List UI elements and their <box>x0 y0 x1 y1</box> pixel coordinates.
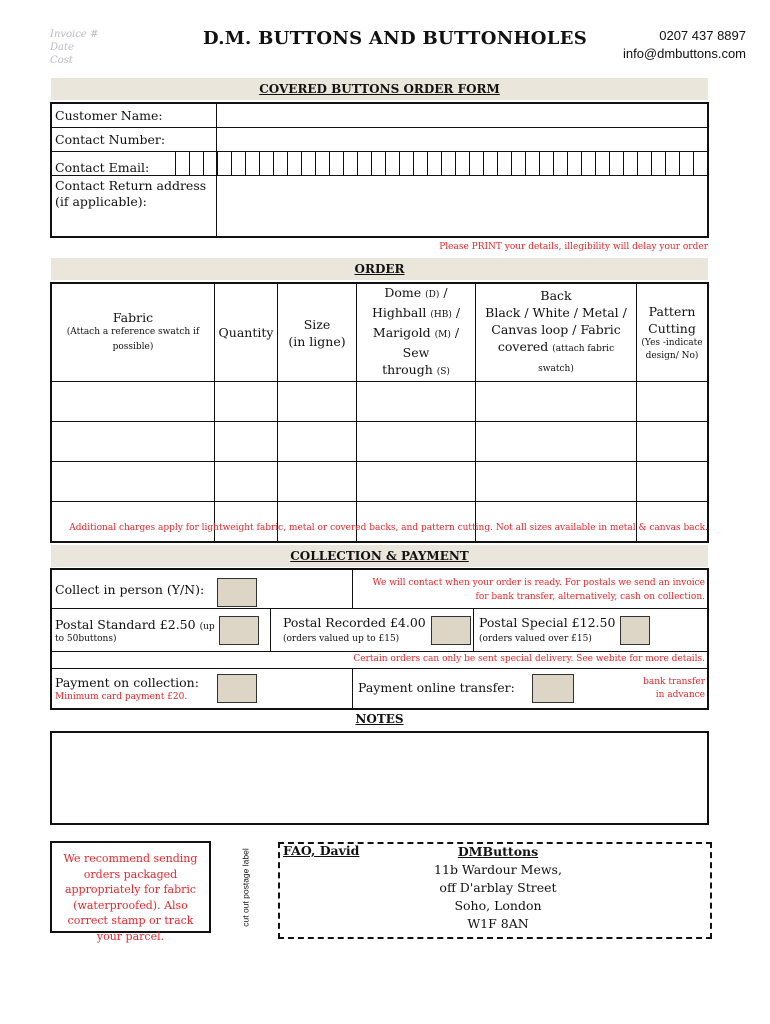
postal-standard-note-a: (up <box>199 622 215 632</box>
postal-special-checkbox[interactable] <box>620 616 650 645</box>
date-label: Date <box>50 42 74 53</box>
contact-email-field[interactable] <box>217 151 709 175</box>
postal-special-label: Postal Special £12.50 <box>479 615 616 630</box>
postal-standard-note: to 50buttons) <box>55 634 117 644</box>
order-cell[interactable] <box>51 382 215 422</box>
order-row <box>51 462 708 502</box>
payment-row <box>52 669 707 708</box>
contact-info <box>623 27 746 63</box>
through-label: through <box>382 362 433 377</box>
collection-panel <box>50 568 709 710</box>
contact-email-label: Contact Email: <box>51 151 217 175</box>
col-back-header <box>476 283 637 382</box>
min-card-note: Minimum card payment £20. <box>55 692 188 702</box>
customer-name-label: Customer Name: <box>51 103 217 127</box>
print-note: Please PRINT your details, illegibility will delay your order <box>439 242 708 252</box>
col-dome-header: Dome (D) / Highball (HB) / Marigold (M) / Sew through (S) <box>357 283 476 382</box>
customer-name-field[interactable] <box>217 103 709 127</box>
col-back-options-2: Canvas loop / Fabric <box>491 322 621 337</box>
payment-online-checkbox[interactable] <box>532 674 574 703</box>
postal-special-cell <box>474 609 707 651</box>
order-cell[interactable] <box>278 382 357 422</box>
order-cell[interactable] <box>476 422 637 462</box>
order-cell[interactable] <box>278 422 357 462</box>
notes-field[interactable] <box>50 731 709 825</box>
phone-number: 0207 437 8897 <box>659 28 746 43</box>
col-pattern-title-2: Cutting <box>648 320 696 336</box>
order-cell[interactable] <box>476 382 637 422</box>
col-size-header <box>278 283 357 382</box>
order-cell[interactable] <box>357 422 476 462</box>
cut-out-text: cut out postage label <box>240 848 251 927</box>
col-back-options-3: covered <box>497 339 549 354</box>
order-row <box>51 422 708 462</box>
form-title: COVERED BUTTONS ORDER FORM <box>51 78 708 100</box>
dome-label: Dome <box>384 285 422 300</box>
cost-label: Cost <box>50 55 73 66</box>
contact-number-field[interactable] <box>217 127 709 151</box>
postage-address <box>398 843 598 933</box>
order-cell[interactable] <box>476 462 637 502</box>
postal-recorded-note: (orders valued up to £15) <box>283 634 400 644</box>
fao-label: FAO, David <box>283 843 360 858</box>
col-fabric-note: (Attach a reference swatch if possible) <box>66 327 200 352</box>
notes-title: NOTES <box>355 712 404 726</box>
page-title: D.M. BUTTONS AND BUTTONHOLES <box>202 28 588 49</box>
recommend-note: We recommend sending orders packaged appropriately for fabric (waterproofed). Also correct stamp or track your parcel. <box>50 841 211 933</box>
order-cell[interactable] <box>51 462 215 502</box>
postal-special-note: (orders valued over £15) <box>479 634 592 644</box>
address-company: DMButtons <box>457 844 539 859</box>
special-delivery-row <box>52 652 707 669</box>
payment-collection-label: Payment on collection: <box>55 675 199 690</box>
col-back-title: Back <box>540 288 572 303</box>
order-cell[interactable] <box>637 382 709 422</box>
payment-online-label: Payment online transfer: <box>358 680 515 695</box>
bank-note-line1: bank transfer <box>643 677 705 687</box>
return-address-field[interactable] <box>217 175 709 237</box>
address-line4: W1F 8AN <box>467 916 529 931</box>
collect-cell <box>52 570 353 608</box>
dome-code: (D) <box>425 290 440 300</box>
charges-note: Additional charges apply for lightweight fabric, metal or covered backs, and pattern cutting. Not all sizes available in metal & canvas back. <box>69 523 708 533</box>
col-fabric-title: Fabric <box>112 310 154 325</box>
postal-standard-checkbox[interactable] <box>219 616 259 645</box>
sew-label: / Sew <box>402 325 460 360</box>
order-cell[interactable] <box>357 462 476 502</box>
return-address-label-line1: Contact Return address <box>55 177 207 193</box>
col-back-note: (attach fabric swatch) <box>538 344 615 374</box>
order-cell[interactable] <box>51 422 215 462</box>
order-row <box>51 382 708 422</box>
payment-collection-checkbox[interactable] <box>217 674 257 703</box>
col-fabric-header <box>51 283 215 382</box>
order-cell[interactable] <box>215 502 278 542</box>
order-cell[interactable] <box>476 502 637 542</box>
collect-checkbox[interactable] <box>217 578 257 607</box>
order-cell[interactable] <box>51 502 215 542</box>
order-cell[interactable] <box>637 422 709 462</box>
order-cell[interactable] <box>278 462 357 502</box>
contact-number-label: Contact Number: <box>51 127 217 151</box>
order-title: ORDER <box>51 258 708 280</box>
col-quantity-header: Quantity <box>215 283 278 382</box>
sew-through-code: (S) <box>436 367 450 377</box>
order-cell[interactable] <box>215 462 278 502</box>
bank-note-line2: in advance <box>655 690 705 700</box>
invoice-label: Invoice # <box>50 29 99 40</box>
col-size-title: Size <box>303 316 331 332</box>
order-cell[interactable] <box>357 502 476 542</box>
order-cell[interactable] <box>637 462 709 502</box>
highball-code: (HB) <box>430 310 452 320</box>
order-cell[interactable] <box>215 422 278 462</box>
collect-row <box>52 570 707 609</box>
email-address: info@dmbuttons.com <box>622 46 746 61</box>
postal-recorded-label: Postal Recorded £4.00 <box>283 615 426 630</box>
customer-details-table <box>50 102 709 238</box>
collection-title: COLLECTION & PAYMENT <box>51 545 708 567</box>
order-cell[interactable] <box>357 382 476 422</box>
postal-standard-label <box>55 617 215 632</box>
order-row <box>51 502 708 542</box>
order-table <box>50 282 709 543</box>
return-address-label <box>51 175 217 237</box>
collect-label: Collect in person (Y/N): <box>55 582 205 597</box>
order-cell[interactable] <box>637 502 709 542</box>
marigold-label: Marigold <box>372 325 431 340</box>
col-pattern-header <box>637 283 709 382</box>
postal-recorded-cell <box>271 609 474 651</box>
postal-standard-text: Postal Standard £2.50 <box>55 617 196 632</box>
payment-collection-cell <box>52 669 353 708</box>
postal-recorded-checkbox[interactable] <box>431 616 471 645</box>
order-cell[interactable] <box>215 382 278 422</box>
special-delivery-note: Certain orders can only be sent special delivery. See webite for more details. <box>353 654 705 664</box>
collect-note: We will contact when your order is ready. For postals we send an invoice for bank transfer, alternatively, cash on collection. <box>372 578 705 602</box>
col-pattern-title: Pattern <box>648 303 696 319</box>
order-cell[interactable] <box>278 502 357 542</box>
col-back-options-1: Black / White / Metal / <box>485 305 627 320</box>
address-line3: Soho, London <box>454 898 542 913</box>
cut-out-label <box>224 848 264 928</box>
return-address-label-line2: (if applicable): <box>55 193 147 209</box>
col-size-unit: (in ligne) <box>288 333 346 349</box>
postal-standard-cell <box>52 609 271 651</box>
highball-label: Highball <box>371 305 427 320</box>
bank-note <box>643 676 705 702</box>
postal-row <box>52 609 707 652</box>
address-line2: off D'arblay Street <box>439 880 557 895</box>
col-pattern-note: (Yes -indicate design/ No) <box>641 337 703 361</box>
email-char-boxes <box>175 152 707 175</box>
address-line1: 11b Wardour Mews, <box>434 862 562 877</box>
marigold-code: (M) <box>434 330 451 340</box>
